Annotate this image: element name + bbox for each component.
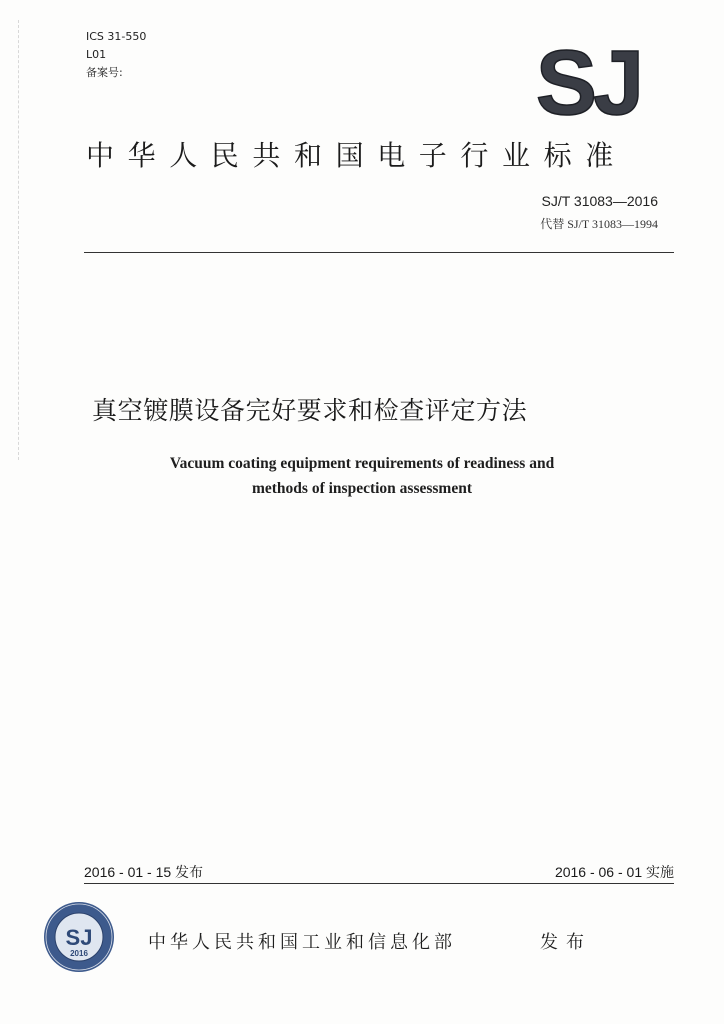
ministry-seal-icon (42, 900, 116, 974)
seal-year: 2016 (70, 949, 88, 958)
standard-number: SJ/T 31083—2016 (541, 193, 658, 209)
dates-row (84, 862, 674, 884)
publish-date: 2016 - 01 - 15 发布 (84, 864, 204, 880)
standard-title-cn: 真空镀膜设备完好要求和检查评定方法 (92, 396, 528, 425)
publisher-action: 发布 (540, 932, 592, 953)
footer-divider (84, 883, 674, 884)
standard-title-en (0, 451, 724, 501)
title-en-line-1: Vacuum coating equipment requirements of readiness and (169, 455, 555, 472)
header-divider (84, 252, 674, 253)
record-number-label: 备案号: (86, 66, 123, 79)
seal-text: SJ (65, 925, 93, 950)
sj-logo-text: SJ (535, 40, 641, 120)
classification-block (86, 28, 146, 82)
title-en-line-2: methods of inspection assessment (251, 480, 473, 497)
sj-logo (528, 40, 648, 120)
industry-standard-title: 中华人民共和国电子行业标准 (86, 139, 627, 172)
ccs-code: L01 (86, 48, 107, 61)
ics-code: ICS 31-550 (86, 30, 147, 43)
scan-edge-mark (18, 20, 20, 460)
replaces-standard: 代替 SJ/T 31083—1994 (540, 217, 658, 231)
publisher-name: 中华人民共和国工业和信息化部 (148, 932, 456, 953)
effective-date: 2016 - 06 - 01 实施 (554, 864, 674, 880)
